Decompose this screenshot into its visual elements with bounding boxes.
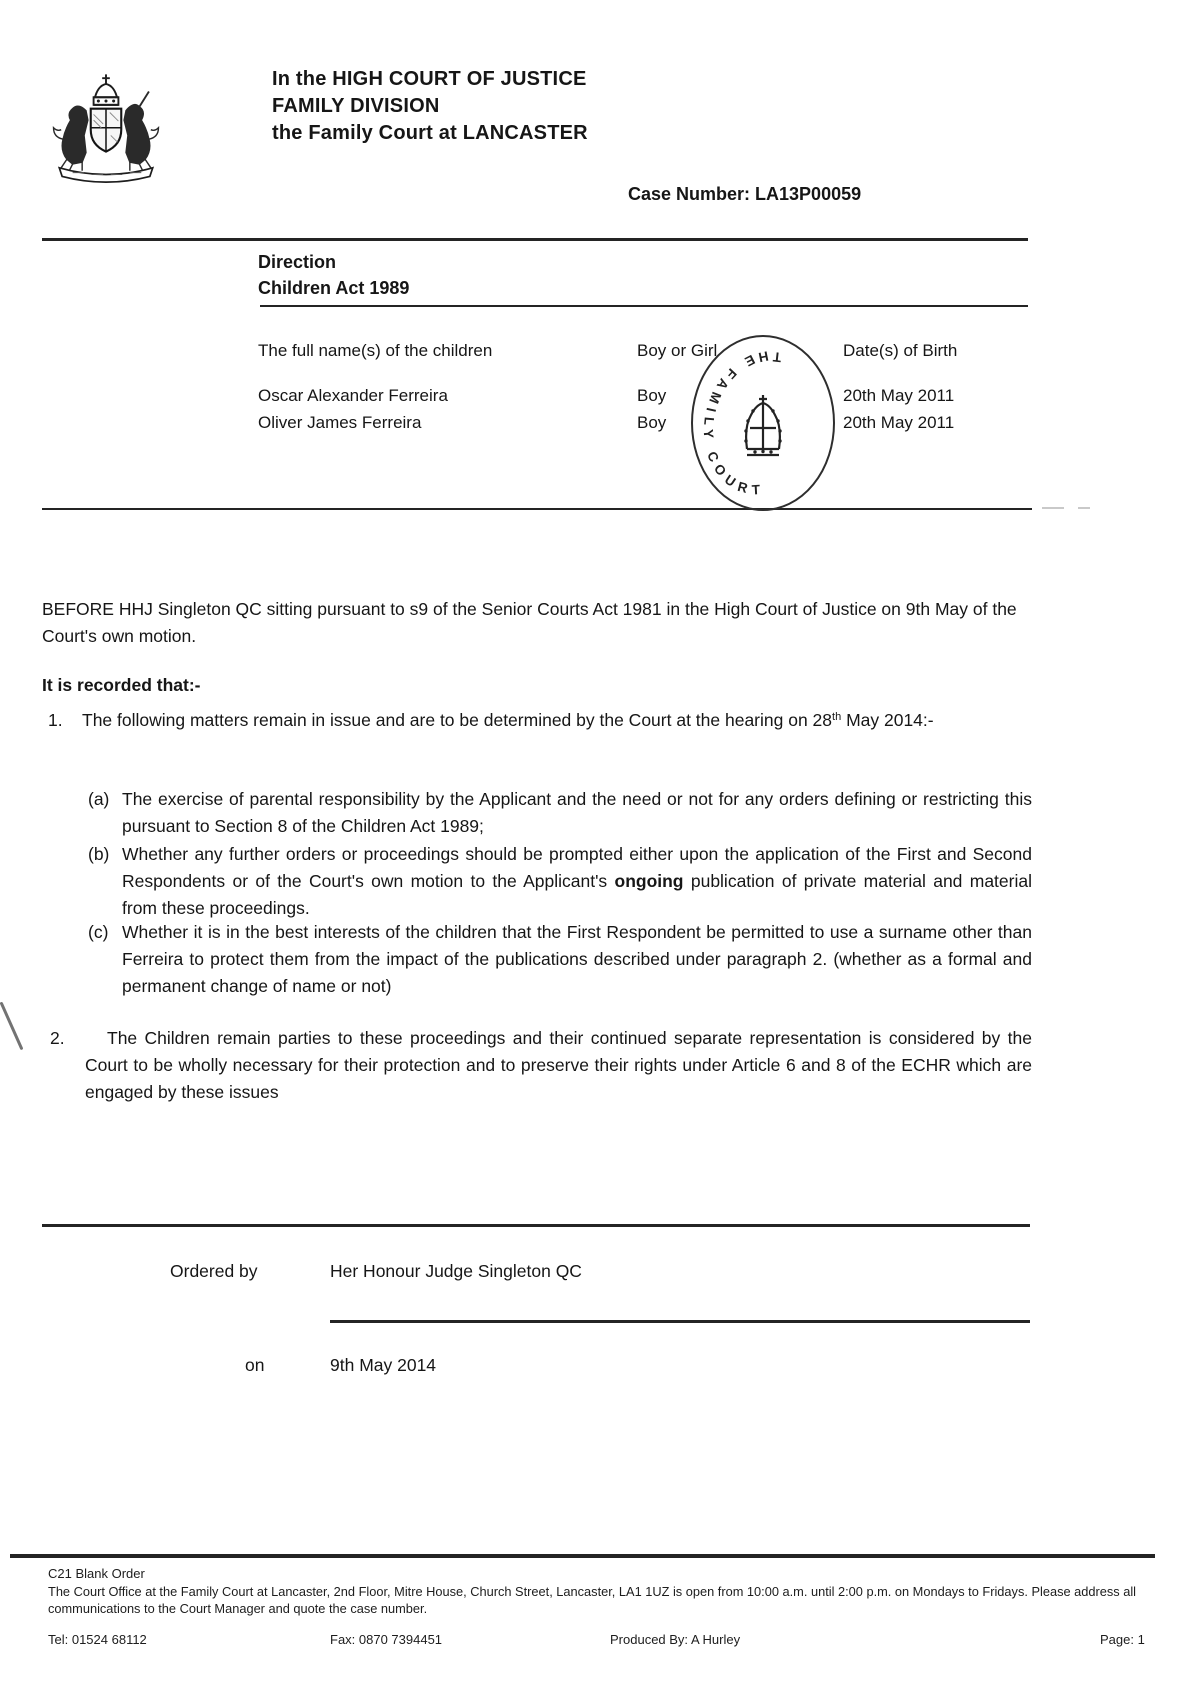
court-heading — [272, 66, 588, 147]
item-number: 2. — [50, 1028, 65, 1048]
ordinal-suffix: th — [832, 711, 842, 723]
child-name: Oscar Alexander Ferreira — [258, 386, 448, 405]
royal-coat-of-arms-icon — [44, 58, 168, 188]
sub-item-text: Whether it is in the best interests of the children that the First Respondent be permitted to use a surname other than Ferreira to protect them from the impact of the publications described under paragraph 2. (whether as a formal and permanent change of name or not) — [122, 922, 1032, 996]
footer-produced-by: Produced By: A Hurley — [610, 1632, 741, 1647]
on-value: 9th May 2014 — [330, 1355, 437, 1375]
item-text — [82, 707, 1034, 734]
item-text-part: May 2014:- — [841, 710, 934, 730]
signature-rule — [330, 1320, 1030, 1323]
children-table — [258, 341, 1030, 436]
sub-item-text-part: Whether any further orders or proceedings should be prompted either upon the application of the First and Second Respondents or of the Court's own motion to the Applicant's — [122, 844, 1032, 891]
order-title: Direction — [258, 252, 337, 272]
form-code: C21 Blank Order — [48, 1566, 145, 1581]
sub-item-b — [88, 841, 1032, 922]
child-dob: 20th May 2011 — [843, 386, 955, 405]
sub-item-text: The exercise of parental responsibility by the Applicant and the need or not for any orders defining or restricting this pursuant to Section 8 of the Children Act 1989; — [122, 789, 1032, 836]
sub-item-text — [122, 841, 1032, 922]
column-header-dob: Date(s) of Birth — [843, 341, 958, 360]
column-header-names: The full name(s) of the children — [258, 341, 493, 360]
family-court-seal-stamp — [687, 331, 839, 515]
child-sex: Boy — [637, 413, 667, 432]
footer-page-number: Page: 1 — [1100, 1632, 1145, 1647]
case-number: Case Number: LA13P00059 — [628, 184, 862, 204]
on-label: on — [245, 1355, 265, 1375]
item-text-part: The following matters remain in issue and are to be determined by the Court at the hearing on 28 — [82, 710, 833, 730]
sub-item-a — [88, 786, 1032, 840]
order-title-block — [258, 249, 409, 301]
pen-mark — [0, 1002, 23, 1051]
divider-above-signoff — [42, 1224, 1030, 1227]
order-subtitle: Children Act 1989 — [258, 278, 410, 298]
child-sex: Boy — [637, 386, 667, 405]
office-info-line-2: communications to the Court Manager and quote the case number. — [48, 1600, 428, 1616]
children-table-header — [258, 341, 1030, 361]
child-dob: 20th May 2011 — [843, 413, 955, 432]
svg-text:THE FAMILY COURT — [687, 334, 804, 501]
column-header-sex: Boy or Girl — [637, 341, 718, 360]
court-heading-line-2: FAMILY DIVISION — [272, 95, 440, 117]
child-row — [258, 382, 1030, 409]
recorded-heading: It is recorded that:- — [42, 675, 201, 695]
item-number: 1. — [48, 710, 63, 730]
divider-under-table — [42, 508, 1032, 510]
child-row — [258, 409, 1030, 436]
court-heading-line-1: In the HIGH COURT OF JUSTICE — [272, 68, 587, 90]
sub-item-label: (b) — [88, 844, 110, 864]
stamp-text: THE FAMILY COURT — [700, 348, 783, 498]
office-info-line-1: The Court Office at the Family Court at Lancaster, 2nd Floor, Mitre House, Church Street, Lancaster, LA1 1UZ is open from 10:00 a.m. until 2:00 p.m. on Mondays to Fridays. Please address all — [48, 1584, 1137, 1599]
crown-icon — [746, 395, 780, 455]
footer-fax: Fax: 0870 7394451 — [330, 1632, 443, 1647]
emphasized-word: ongoing — [614, 871, 684, 891]
numbered-item-1 — [48, 707, 1034, 734]
court-heading-line-3: the Family Court at LANCASTER — [272, 122, 588, 144]
before-paragraph: BEFORE HHJ Singleton QC sitting pursuant to s9 of the Senior Courts Act 1981 in the High Court of Justice on 9th May of the Court's own motion. — [42, 599, 1017, 646]
sub-item-c — [88, 919, 1032, 1000]
scan-artifact — [1042, 507, 1064, 509]
divider-top — [42, 238, 1028, 241]
divider-under-title — [260, 305, 1028, 307]
item-text: The Children remain parties to these proceedings and their continued separate representation is considered by the Court to be wholly necessary for their protection and to preserve their rights under Article 6 and 8 of the ECHR which are engaged by these issues — [85, 1028, 1032, 1102]
sub-item-text-part: publication of private material and material from these proceedings. — [122, 871, 1032, 918]
ordered-by-label: Ordered by — [170, 1261, 258, 1281]
scan-artifact — [1078, 507, 1090, 509]
office-info — [48, 1584, 1138, 1617]
sub-item-label: (a) — [88, 789, 110, 809]
numbered-item-2 — [50, 1025, 1032, 1106]
footer-rule — [10, 1554, 1155, 1558]
footer-tel: Tel: 01524 68112 — [48, 1632, 147, 1647]
child-name: Oliver James Ferreira — [258, 413, 422, 432]
ordered-by-value: Her Honour Judge Singleton QC — [330, 1261, 582, 1281]
sub-item-label: (c) — [88, 922, 109, 942]
